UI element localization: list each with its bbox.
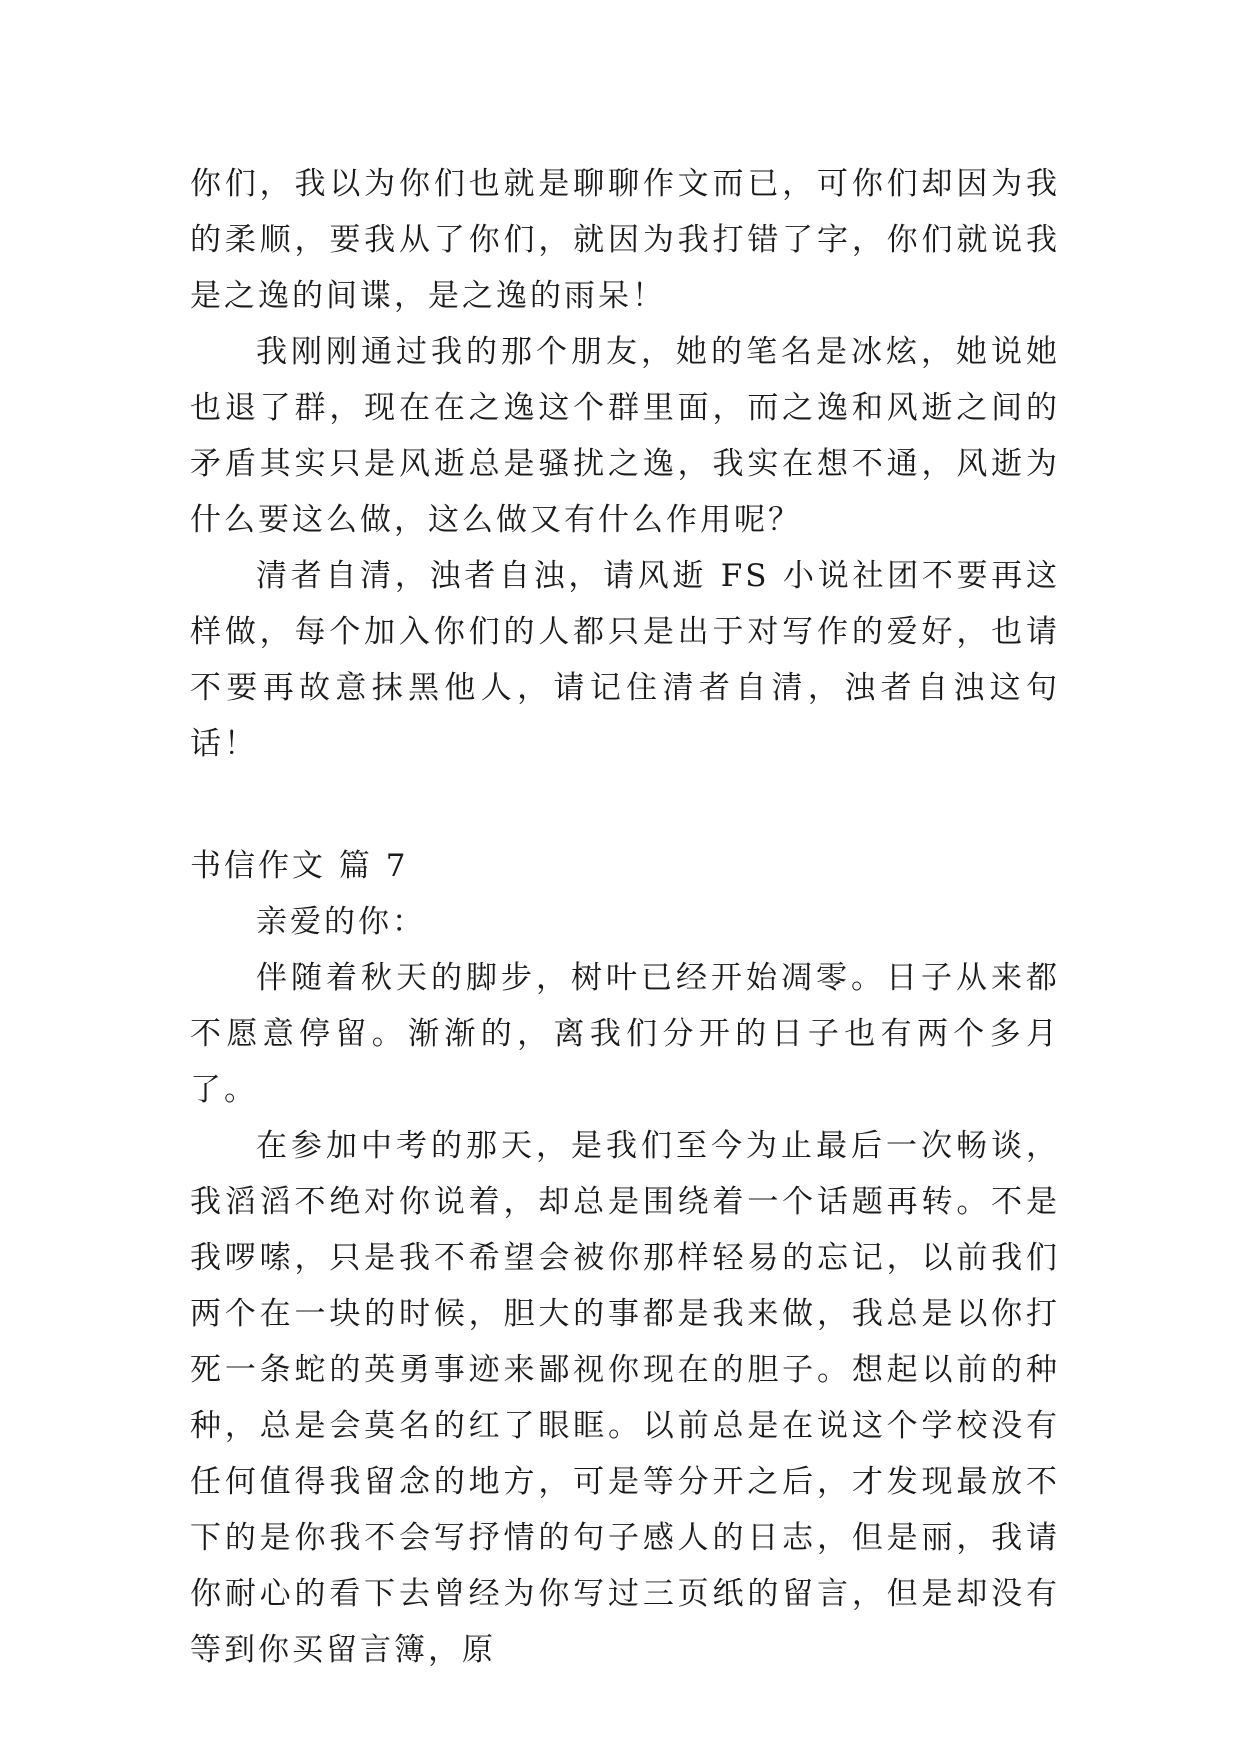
paragraph: 在参加中考的那天，是我们至今为止最后一次畅谈，我滔滔不绝对你说着，却总是围绕着一个话题再转。不是我啰嗦，只是我不希望会被你那样轻易的忘记，以前我们两个在一块的时候，胆大的事都是我来做，我总是以你打死一条蛇的英勇事迹来鄙视你现在的胆子。想起以前的种种，总是会莫名的红了眼眶。以前总是在说这个学校没有任何值得我留念的地方，可是等分开之后，才发现最放不下的是你我不会写抒情的句子感人的日志，但是丽，我请你耐心的看下去曾经为你写过三页纸的留言，但是却没有等到你买留言簿，原	[190, 1128, 1060, 1668]
paragraph: 伴随着秋天的脚步，树叶已经开始凋零。日子从来都不愿意停留。渐渐的，离我们分开的日子也有两个多月了。	[190, 960, 1060, 1108]
letter-salutation: 亲爱的你：	[256, 904, 426, 940]
paragraph-continued: 你们，我以为你们也就是聊聊作文而已，可你们却因为我的柔顺，要我从了你们，就因为我打错了字，你们就说我是之逸的间谍，是之逸的雨呆！	[190, 166, 1060, 314]
section-title: 书信作文 篇 7	[190, 848, 409, 884]
paragraph: 我刚刚通过我的那个朋友，她的笔名是冰炫，她说她也退了群，现在在之逸这个群里面，而之逸和风逝之间的矛盾其实只是风逝总是骚扰之逸，我实在想不通，风逝为什么要这么做，这么做又有什么作用呢？	[190, 334, 1060, 538]
paragraph: 清者自清，浊者自浊，请风逝 FS 小说社团不要再这样做，每个加入你们的人都只是出于对写作的爱好，也请不要再故意抹黑他人，请记住清者自清，浊者自浊这句话！	[190, 558, 1060, 762]
document-body	[190, 156, 1060, 1678]
